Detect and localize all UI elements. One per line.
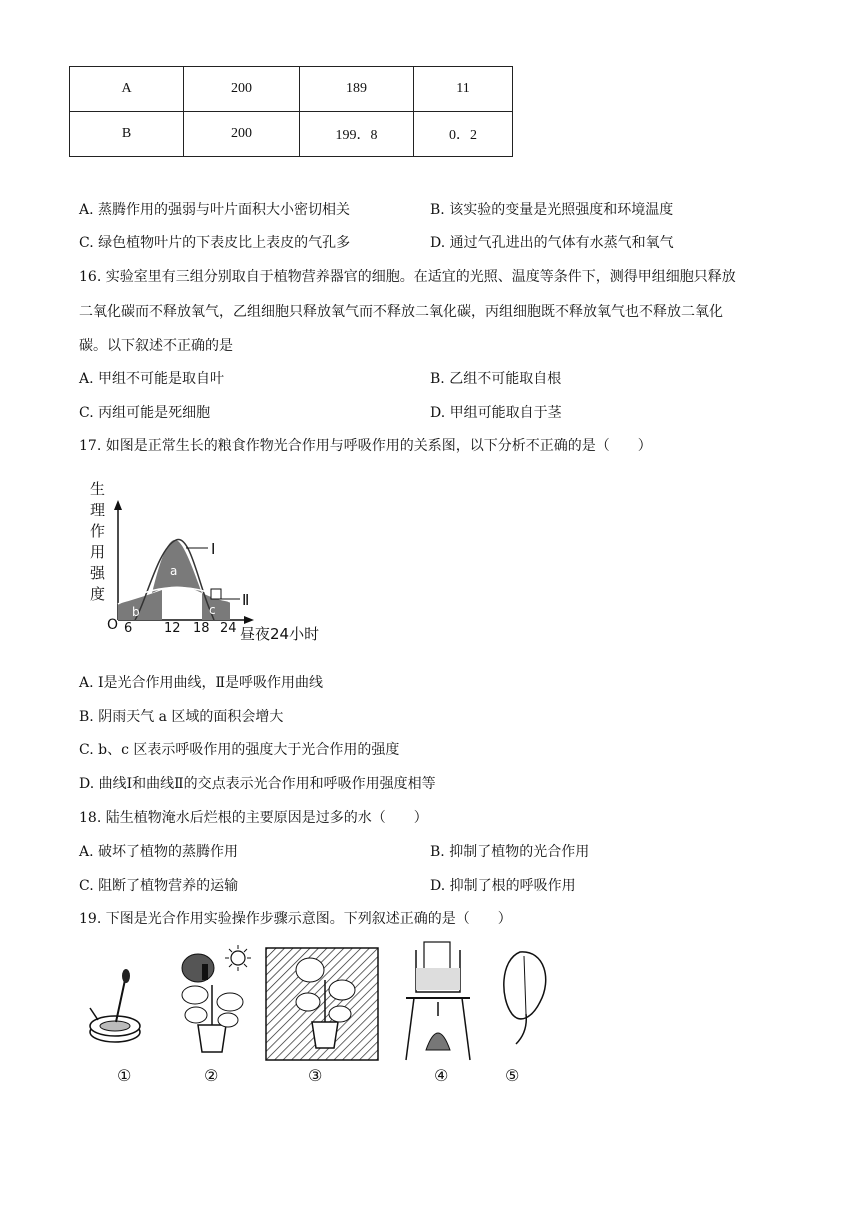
data-table — [69, 66, 513, 157]
ylabel-char: 用 — [90, 543, 106, 561]
region-label-b: b — [132, 605, 140, 619]
q15-option-b: B. 该实验的变量是光照强度和环境温度 — [430, 202, 674, 218]
q17-option-b: B. 阴雨天气 a 区域的面积会增大 — [79, 709, 284, 725]
table-cell: 200 — [184, 67, 300, 112]
q15-option-a: A. 蒸腾作用的强弱与叶片面积大小密切相关 — [79, 202, 351, 218]
region-label-a: a — [170, 564, 178, 578]
petri-dish-icon — [90, 969, 140, 1042]
step-label-2: ② — [204, 1066, 219, 1085]
region-label-c: c — [209, 603, 216, 617]
step-label-1: ① — [117, 1066, 132, 1085]
water-bath-heating-icon — [406, 942, 470, 1060]
ylabel-char: 作 — [90, 522, 106, 540]
step-label-4: ④ — [434, 1066, 449, 1085]
table-cell: A — [70, 67, 184, 112]
q17-stem: 17. 如图是正常生长的粮食作物光合作用与呼吸作用的关系图，以下分析不正确的是（ ） — [79, 438, 652, 454]
q17-option-d: D. 曲线Ⅰ和曲线Ⅱ的交点表示光合作用和呼吸作用强度相等 — [79, 776, 436, 792]
x-tick-label: 12 — [164, 621, 181, 636]
marker-II — [211, 589, 221, 599]
step-label-5: ⑤ — [505, 1066, 520, 1085]
table-cell: 199．8 — [300, 112, 414, 157]
leaf-icon — [504, 952, 546, 1044]
origin-label: O — [107, 617, 119, 633]
q18-option-c: C. 阻断了植物营养的运输 — [79, 878, 239, 894]
y-axis-arrow — [114, 500, 122, 510]
q16-option-d: D. 甲组可能取自于茎 — [430, 405, 562, 421]
step-label-3: ③ — [308, 1066, 323, 1085]
q16-stem-line3: 碳。以下叙述不正确的是 — [79, 338, 233, 354]
q18-option-a: A. 破坏了植物的蒸腾作用 — [79, 844, 239, 860]
x-tick-label: 24 — [220, 621, 237, 636]
table-cell: 11 — [414, 67, 513, 112]
q15-option-c: C. 绿色植物叶片的下表皮比上表皮的气孔多 — [79, 235, 351, 251]
potted-plant-sun-icon — [182, 945, 251, 1052]
series-label-II: Ⅱ — [242, 591, 250, 609]
x-tick-label: 6 — [124, 621, 133, 636]
series-label-I: Ⅰ — [211, 540, 216, 558]
q16-stem-line1: 16. 实验室里有三组分别取自于植物营养器官的细胞。在适宜的光照、温度等条件下，测得甲组细胞只释放 — [79, 269, 736, 285]
x-axis-label: 昼夜24小时 — [240, 625, 320, 643]
ylabel-char: 强 — [90, 564, 106, 582]
x-axis-arrow — [244, 616, 254, 624]
q17-option-c: C. b、c 区表示呼吸作用的强度大于光合作用的强度 — [79, 742, 400, 758]
table-row — [70, 112, 513, 157]
q17-option-a: A. Ⅰ是光合作用曲线，Ⅱ是呼吸作用曲线 — [79, 675, 324, 691]
q16-option-c: C. 丙组可能是死细胞 — [79, 405, 211, 421]
ylabel-char: 理 — [90, 501, 106, 519]
ylabel-char: 生 — [90, 480, 106, 498]
q16-option-b: B. 乙组不可能取自根 — [430, 371, 562, 387]
q18-option-b: B. 抑制了植物的光合作用 — [430, 844, 590, 860]
q18-stem: 18. 陆生植物淹水后烂根的主要原因是过多的水（ ） — [79, 810, 428, 826]
q15-option-d: D. 通过气孔进出的气体有水蒸气和氧气 — [430, 235, 674, 251]
table-row — [70, 67, 513, 112]
table-cell: 200 — [184, 112, 300, 157]
experiment-steps-illustration — [80, 940, 560, 1065]
q19-stem: 19. 下图是光合作用实验操作步骤示意图。下列叙述正确的是（ ） — [79, 911, 512, 927]
q18-option-d: D. 抑制了根的呼吸作用 — [430, 878, 576, 894]
ylabel-char: 度 — [90, 585, 106, 603]
table-cell: 189 — [300, 67, 414, 112]
q16-stem-line2: 二氧化碳而不释放氧气，乙组细胞只释放氧气而不释放二氧化碳，丙组细胞既不释放氧气也不释放二氧化 — [79, 304, 723, 320]
chart-ylabel — [90, 480, 106, 603]
q16-option-a: A. 甲组不可能是取自叶 — [79, 371, 225, 387]
table-cell: 0．2 — [414, 112, 513, 157]
x-tick-label: 18 — [193, 621, 210, 636]
dark-box-plant-icon — [266, 948, 378, 1060]
table-cell: B — [70, 112, 184, 157]
photosynthesis-chart — [80, 472, 340, 647]
